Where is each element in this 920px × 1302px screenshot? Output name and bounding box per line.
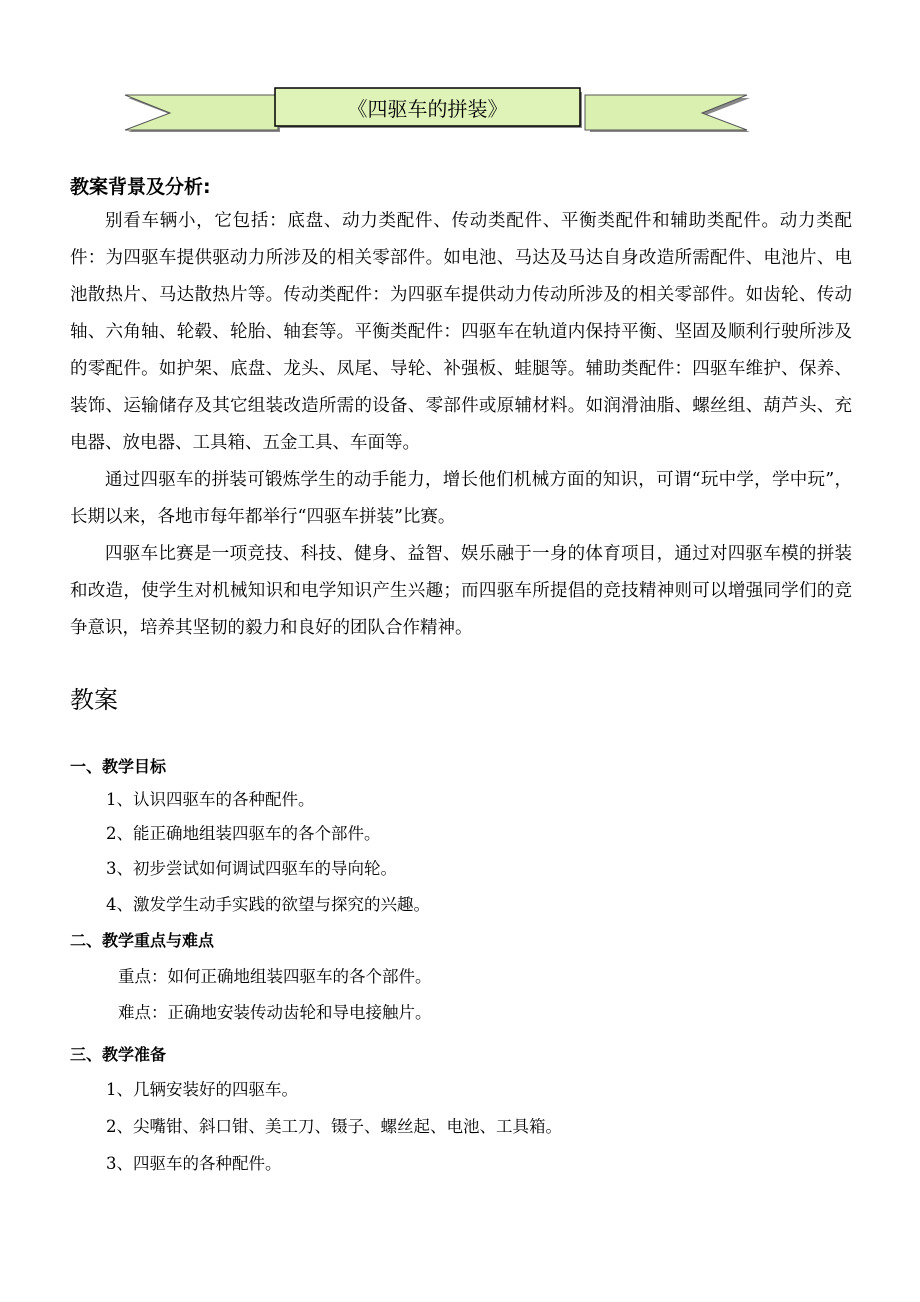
section-heading: 二、教学重点与难点 xyxy=(70,931,215,950)
background-heading: 教案背景及分析: xyxy=(70,176,211,198)
list-item: 重点：如何正确地组装四驱车的各个部件。 xyxy=(118,967,432,986)
list-item: 3、四驱车的各种配件。 xyxy=(106,1154,282,1173)
list-item: 难点：正确地安装传动齿轮和导电接触片。 xyxy=(118,1003,432,1022)
list-item: 1、认识四驱车的各种配件。 xyxy=(106,790,315,809)
list-item: 1、几辆安装好的四驱车。 xyxy=(106,1080,298,1099)
list-item: 2、尖嘴钳、斜口钳、美工刀、镊子、螺丝起、电池、工具箱。 xyxy=(106,1117,562,1136)
document-title: 《四驱车的拼装》 xyxy=(347,96,508,121)
plan-heading: 教案 xyxy=(70,686,118,714)
paragraph: 通过四驱车的拼装可锻炼学生的动手能力，增长他们机械方面的知识，可谓“玩中学，学中玩”，长期以来，各地市每年都举行“四驱车拼装”比赛。 xyxy=(70,470,852,527)
list-item: 2、能正确地组装四驱车的各个部件。 xyxy=(106,824,381,843)
background-text xyxy=(70,203,852,647)
list-item: 3、初步尝试如何调试四驱车的导向轮。 xyxy=(106,859,397,878)
list-item: 4、激发学生动手实践的欲望与探究的兴趣。 xyxy=(106,895,430,914)
paragraph: 别看车辆小，它包括：底盘、动力类配件、传动类配件、平衡类配件和辅助类配件。动力类配件：为四驱车提供驱动力所涉及的相关零部件。如电池、马达及马达自身改造所需配件、电池片、电池散热片、马达散热片等。传动类配件：为四驱车提供动力传动所涉及的相关零部件。如齿轮、传动轴、六角轴、轮毂、轮胎、轴套等。平衡类配件：四驱车在轨道内保持平衡、坚固及顺利行驶所涉及的零配件。如护架、底盘、龙头、凤尾、导轮、补强板、蛙腿等。辅助类配件：四驱车维护、保养、装饰、运输储存及其它组装改造所需的设备、零部件或原辅材料。如润滑油脂、螺丝组、葫芦头、充电器、放电器、工具箱、五金工具、车面等。 xyxy=(70,211,852,453)
section-heading: 三、教学准备 xyxy=(70,1045,167,1064)
paragraph: 四驱车比赛是一项竞技、科技、健身、益智、娱乐融于一身的体育项目，通过对四驱车模的拼装和改造，使学生对机械知识和电学知识产生兴趣；而四驱车所提倡的竞技精神则可以增强同学们的竞争意识，培养其坚韧的毅力和良好的团队合作精神。 xyxy=(70,544,852,638)
section-heading: 一、教学目标 xyxy=(70,757,167,776)
